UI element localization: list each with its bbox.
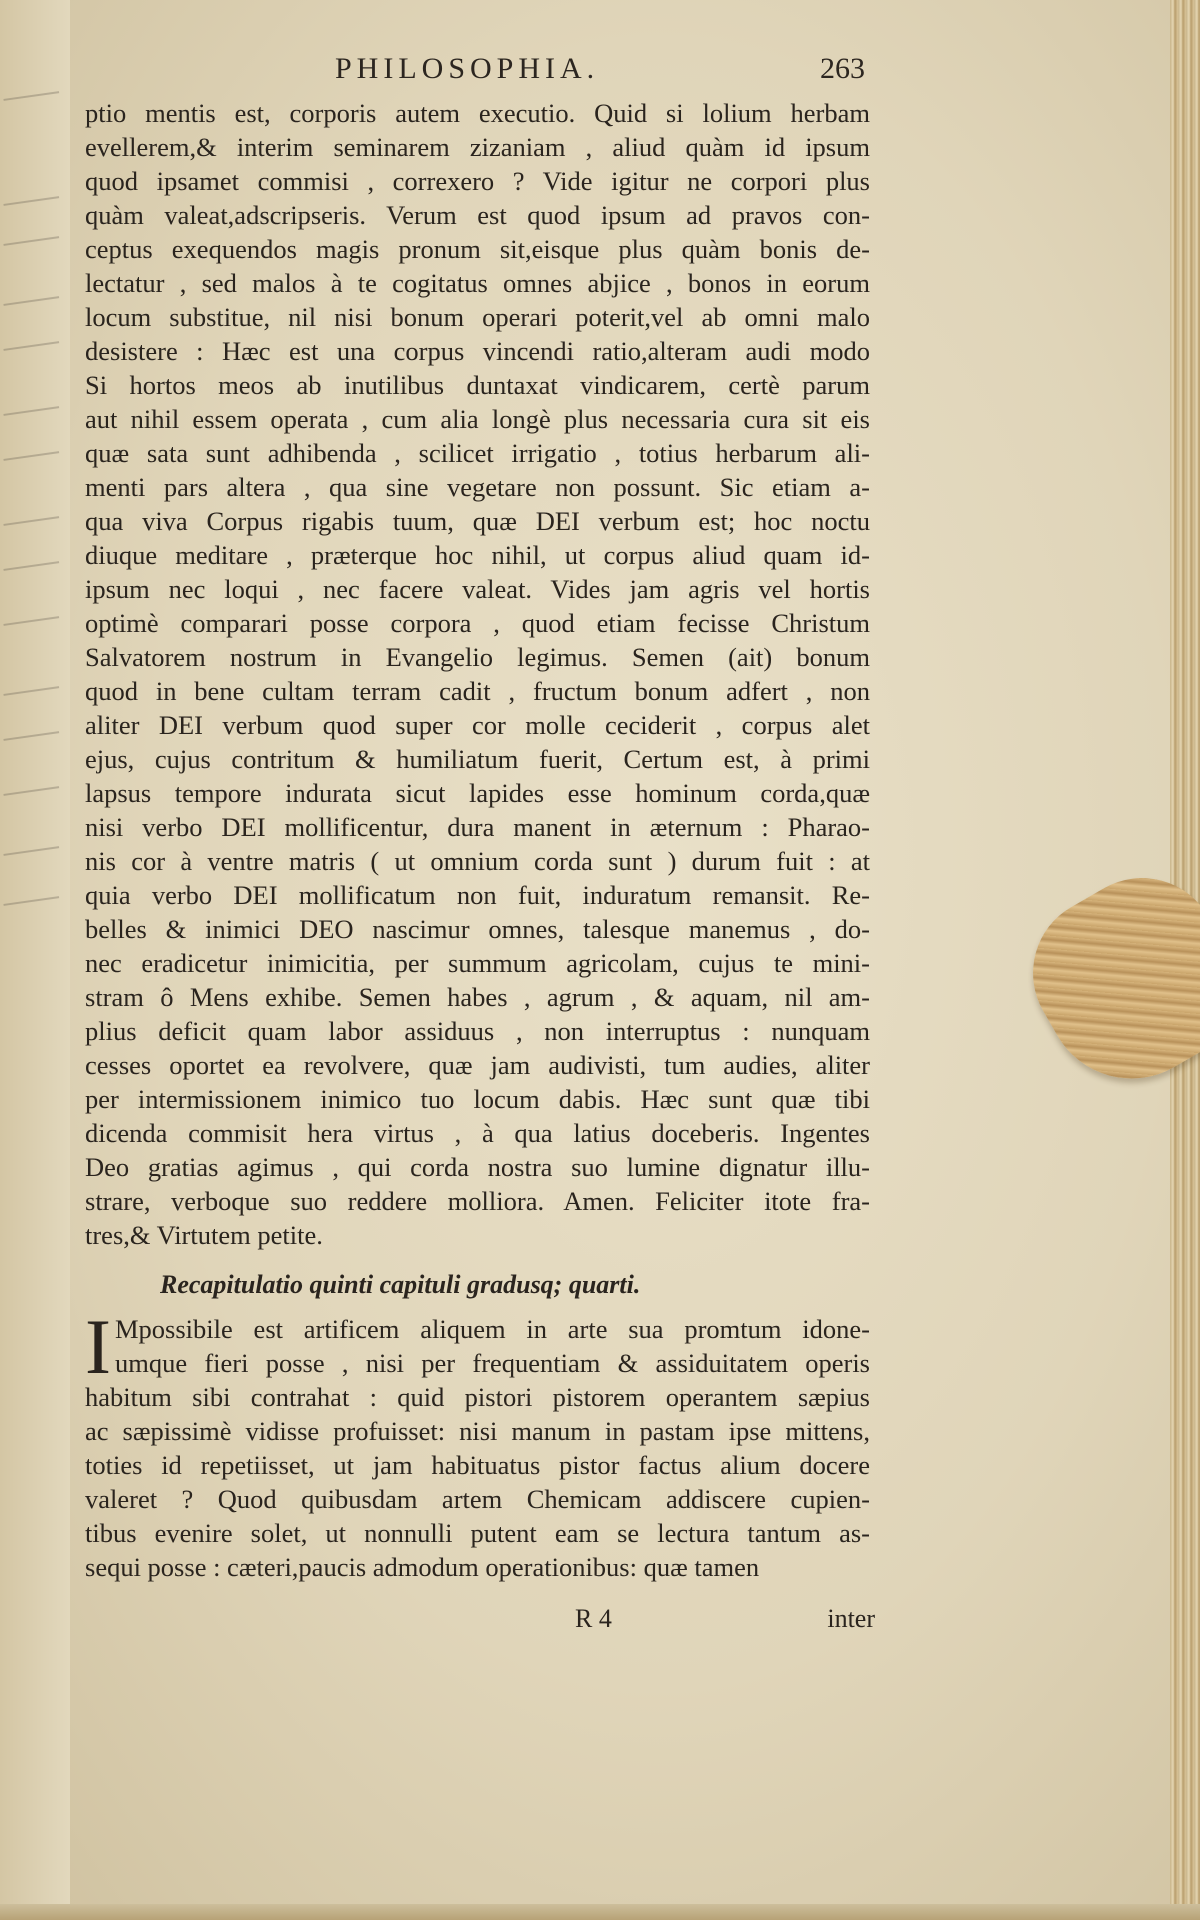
text-line: nisi verbo DEI mollificentur, dura manent in æternum : Pharao- bbox=[85, 812, 870, 842]
bleed-mark bbox=[3, 731, 60, 751]
bleed-mark bbox=[3, 561, 60, 581]
text-line: evellerem,& interim seminarem zizaniam , aliud quàm id ipsum bbox=[85, 132, 870, 162]
bottom-page-edge bbox=[0, 1904, 1200, 1920]
text-line: quod in bene cultam terram cadit , fructum bonum adfert , non bbox=[85, 676, 870, 706]
text-line: menti pars altera , qua sine vegetare non possunt. Sic etiam a- bbox=[85, 472, 870, 502]
bleed-mark bbox=[3, 686, 60, 706]
bleed-mark bbox=[3, 846, 60, 866]
text-line: quæ sata sunt adhibenda , scilicet irrigatio , totius herbarum ali- bbox=[85, 438, 870, 468]
catchword: inter bbox=[827, 1604, 875, 1633]
text-line: Si hortos meos ab inutilibus duntaxat vindicarem, certè parum bbox=[85, 370, 870, 400]
text-line: ejus, cujus contritum & humiliatum fuerit, Certum est, à primi bbox=[85, 744, 870, 774]
recapitulation-paragraph bbox=[85, 1303, 870, 1584]
text-line: tres,& Virtutem petite. bbox=[85, 1220, 323, 1250]
text-line: optimè comparari posse corpora , quod etiam fecisse Christum bbox=[85, 608, 870, 638]
text-line: belles & inimici DEO nascimur omnes, talesque manemus , do- bbox=[85, 914, 870, 944]
section-heading: Recapitulatio quinti capituli gradusq; quarti. bbox=[160, 1270, 641, 1299]
signature-mark: R 4 bbox=[575, 1604, 612, 1633]
text-line: lapsus tempore indurata sicut lapides esse hominum corda,quæ bbox=[85, 778, 870, 808]
text-line: nis cor à ventre matris ( ut omnium corda sunt ) durum fuit : at bbox=[85, 846, 870, 876]
text-line: desistere : Hæc est una corpus vincendi ratio,alteram audi modo bbox=[85, 336, 870, 366]
text-line: ipsum nec loqui , nec facere valeat. Vides jam agris vel hortis bbox=[85, 574, 870, 604]
page-number: 263 bbox=[820, 52, 865, 85]
text-line: locum substitue, nil nisi bonum operari poterit,vel ab omni malo bbox=[85, 302, 870, 332]
bleed-mark bbox=[3, 196, 60, 216]
text-line: sequi posse : cæteri,paucis admodum operationibus: quæ tamen bbox=[85, 1552, 760, 1582]
text-line: umque fieri posse , nisi per frequentiam & assiduitatem operis bbox=[114, 1348, 870, 1378]
running-title: PHILOSOPHIA. bbox=[335, 52, 600, 85]
bleed-mark bbox=[3, 91, 60, 111]
page-footer bbox=[575, 1604, 875, 1636]
text-line: habitum sibi contrahat : quid pistori pistorem operantem sæpius bbox=[85, 1382, 870, 1412]
text-line: ac sæpissimè vidisse profuisset: nisi manum in pastam ipse mittens, bbox=[85, 1416, 870, 1446]
body-paragraph bbox=[85, 96, 870, 1252]
text-line: Mpossibile est artificem aliquem in arte sua promtum idone- bbox=[114, 1314, 870, 1344]
text-line: dicenda commisit hera virtus , à qua latius doceberis. Ingentes bbox=[85, 1118, 870, 1148]
text-line: quod ipsamet commisi , correxero ? Vide igitur ne corpori plus bbox=[85, 166, 870, 196]
text-line: toties id repetiisset, ut jam habituatus pistor factus alium docere bbox=[85, 1450, 870, 1480]
bleed-mark bbox=[3, 236, 60, 256]
text-line: nec eradicetur inimicitia, per summum agricolam, cujus te mini- bbox=[85, 948, 870, 978]
text-line: qua viva Corpus rigabis tuum, quæ DEI verbum est; hoc noctu bbox=[85, 506, 870, 536]
bleed-mark bbox=[3, 451, 60, 471]
text-line: quàm valeat,adscripseris. Verum est quod ipsum ad pravos con- bbox=[85, 200, 870, 230]
text-line: diuque meditare , præterque hoc nihil, ut corpus aliud quam id- bbox=[85, 540, 870, 570]
bleed-mark bbox=[3, 516, 60, 536]
bleed-mark bbox=[3, 341, 60, 361]
text-line: ceptus exequendos magis pronum sit,eisque plus quàm bonis de- bbox=[85, 234, 870, 264]
text-line: aut nihil essem operata , cum alia longè plus necessaria cura sit eis bbox=[85, 404, 870, 434]
text-line: quia verbo DEI mollificatum non fuit, induratum remansit. Re- bbox=[85, 880, 870, 910]
running-header bbox=[335, 52, 865, 92]
bleed-mark bbox=[3, 786, 60, 806]
text-line: valeret ? Quod quibusdam artem Chemicam addiscere cupien- bbox=[85, 1484, 870, 1514]
text-line: strare, verboque suo reddere molliora. Amen. Feliciter itote fra- bbox=[85, 1186, 870, 1216]
text-line: cesses oportet ea revolvere, quæ jam audivisti, tum audies, aliter bbox=[85, 1050, 870, 1080]
text-line: stram ô Mens exhibe. Semen habes , agrum , & aquam, nil am- bbox=[85, 982, 870, 1012]
bleed-mark bbox=[3, 616, 60, 636]
text-line: Salvatorem nostrum in Evangelio legimus. Semen (ait) bonum bbox=[85, 642, 870, 672]
text-line: Deo gratias agimus , qui corda nostra suo lumine dignatur illu- bbox=[85, 1152, 870, 1182]
text-line: per intermissionem inimico tuo locum dabis. Hæc sunt quæ tibi bbox=[85, 1084, 870, 1114]
text-line: ptio mentis est, corporis autem executio. Quid si lolium herbam bbox=[85, 98, 870, 128]
text-line: plius deficit quam labor assiduus , non interruptus : nunquam bbox=[85, 1016, 870, 1046]
left-gutter bbox=[0, 0, 70, 1920]
text-line: lectatur , sed malos à te cogitatus omnes abjice , bonos in eorum bbox=[85, 268, 870, 298]
text-line: tibus evenire solet, ut nonnulli putent eam se lectura tantum as- bbox=[85, 1518, 870, 1548]
text-line: aliter DEI verbum quod super cor molle ceciderit , corpus alet bbox=[85, 710, 870, 740]
bleed-mark bbox=[3, 896, 60, 916]
bleed-mark bbox=[3, 296, 60, 316]
bleed-mark bbox=[3, 406, 60, 426]
drop-capital: I bbox=[85, 1303, 111, 1390]
